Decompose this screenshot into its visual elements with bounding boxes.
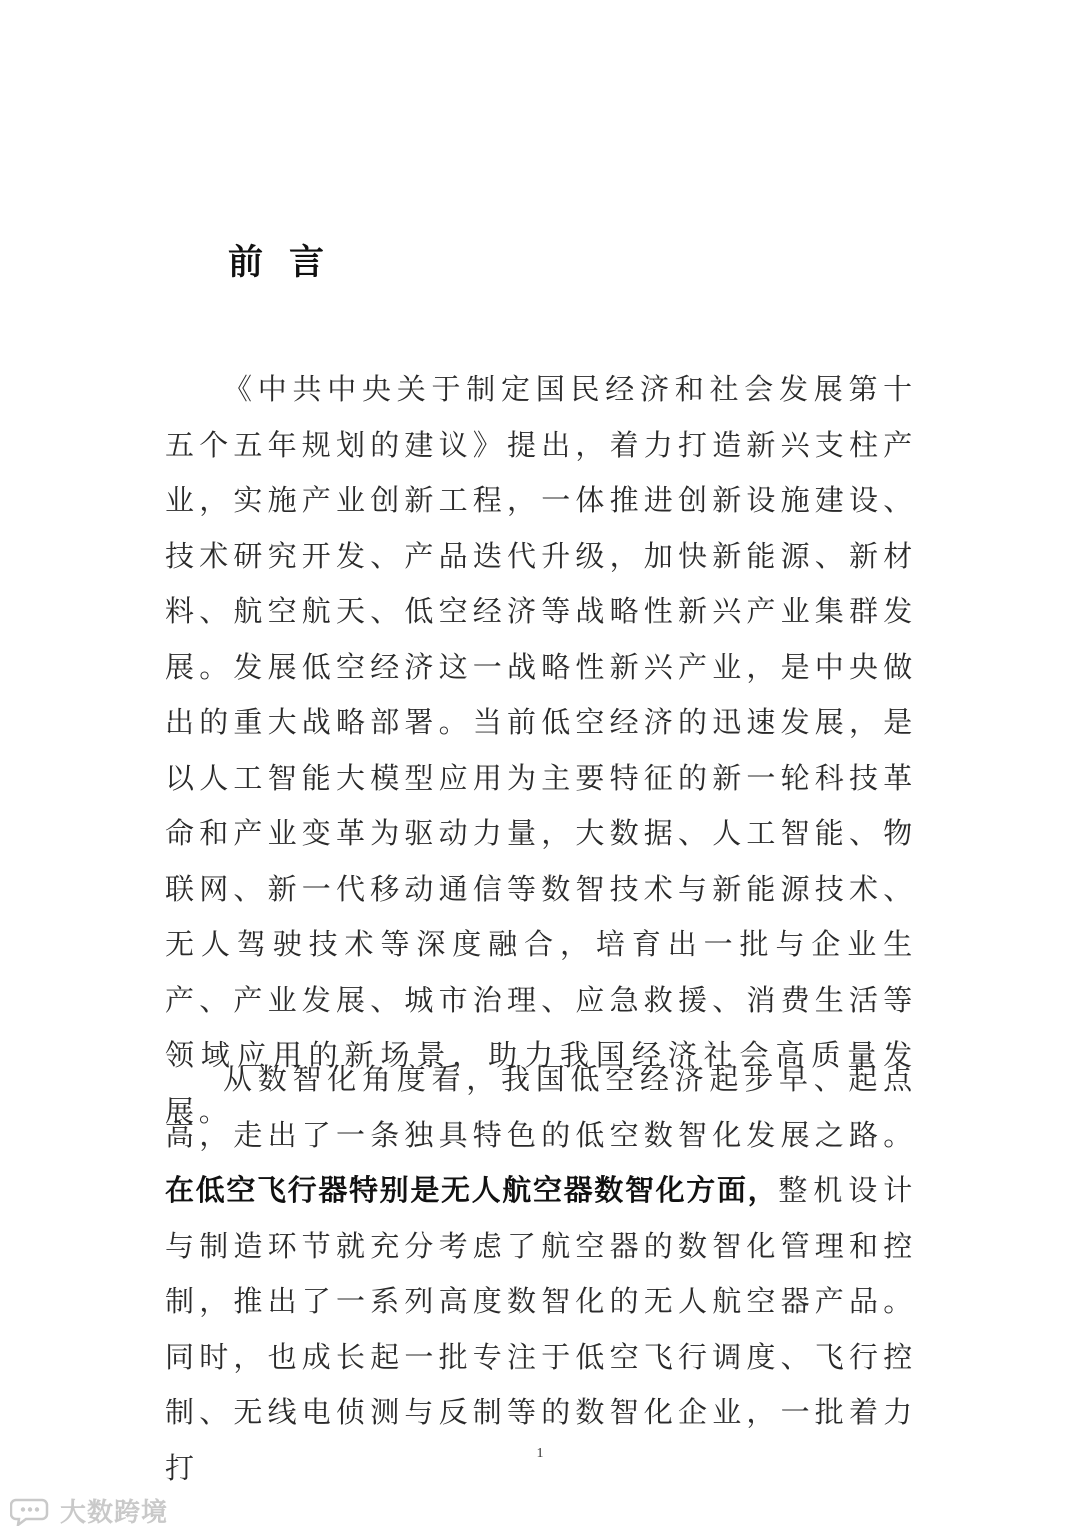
chat-bubble-icon bbox=[10, 1496, 54, 1526]
paragraph-1: 《中共中央关于制定国民经济和社会发展第十五个五年规划的建议》提出，着力打造新兴支柱产业，实施产业创新工程，一体推进创新设施建设、技术研究开发、产品迭代升级，加快新能源、新材料、航空航天、低空经济等战略性新兴产业集群发展。发展低空经济这一战略性新兴产业，是中央做出的重大战略部署。当前低空经济的迅速发展，是以人工智能大模型应用为主要特征的新一轮科技革命和产业变革为驱动力量，大数据、人工智能、物联网、新一代移动通信等数智技术与新能源技术、无人驾驶技术等深度融合，培育出一批与企业生产、产业发展、城市治理、应急救援、消费生活等领域应用的新场景，助力我国经济社会高质量发展。 bbox=[165, 372, 917, 1128]
page-title: 前言 bbox=[228, 243, 351, 283]
paragraph-2-part-2: 整机设计与制造环节就充分考虑了航空器的数智化管理和控制，推出了一系列高度数智化的无人航空器产品。同时，也成长起一批专注于低空飞行调度、飞行控制、无线电侦测与反制等的数智化企业，一批着力打 bbox=[165, 1173, 917, 1485]
watermark bbox=[10, 1492, 168, 1529]
paragraph-2-bold: 在低空飞行器特别是无人航空器数智化方面， bbox=[165, 1173, 779, 1207]
watermark-text: 大数跨境 bbox=[60, 1498, 169, 1528]
page-number: 1 bbox=[536, 1446, 544, 1461]
paragraph-2-part-1: 从数智化角度看，我国低空经济起步早、起点高，走出了一条独具特色的低空数智化发展之路。 bbox=[165, 1062, 917, 1152]
paragraph-2 bbox=[165, 1052, 917, 1496]
